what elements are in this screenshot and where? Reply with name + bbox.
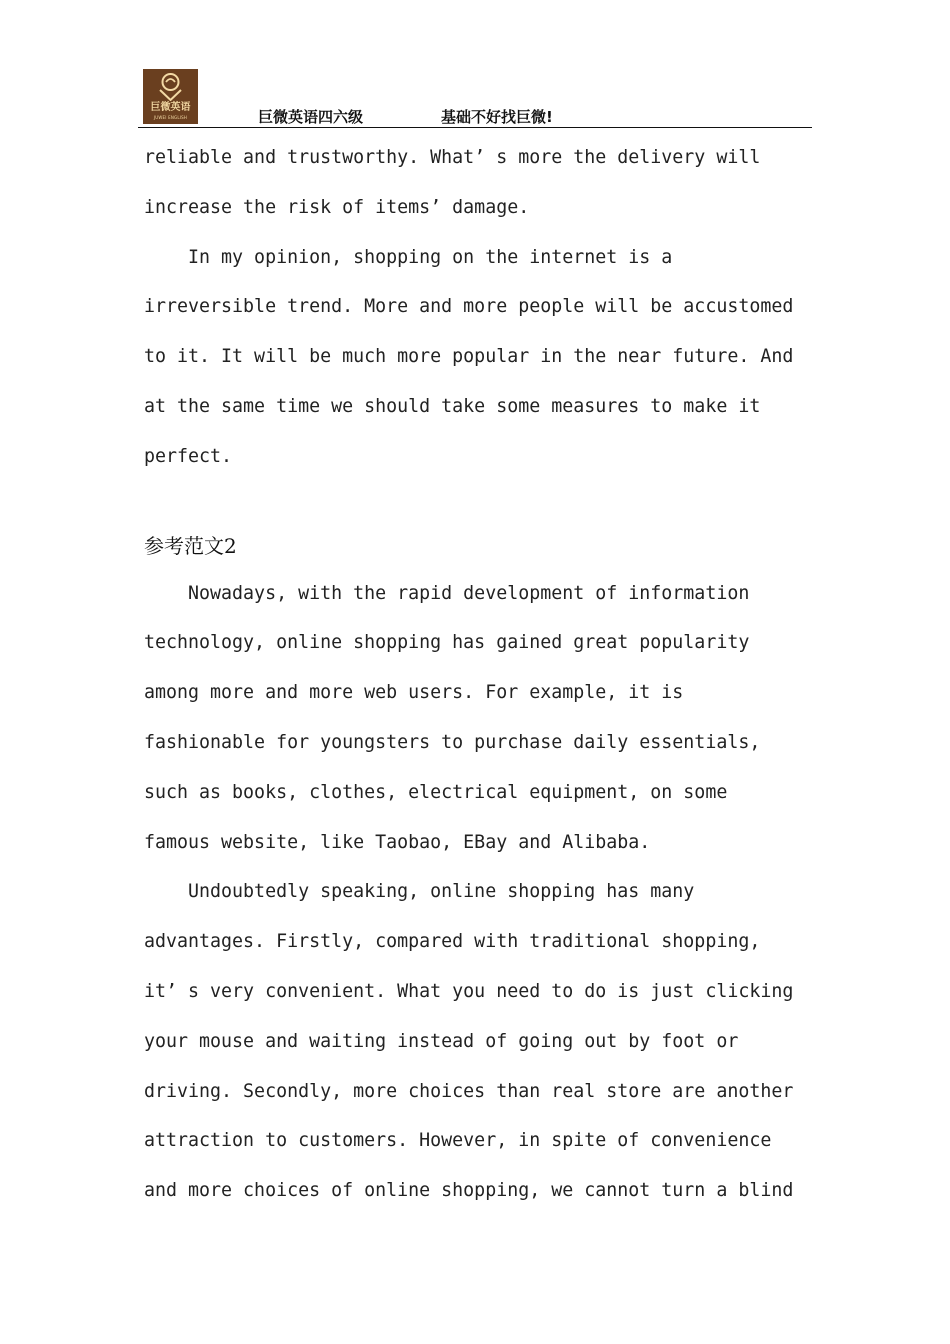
text-line: Undoubtedly speaking, online shopping has many (144, 881, 695, 903)
document-body (144, 133, 814, 1216)
logo-english-name: JUWEI ENGLISH (153, 115, 188, 120)
text-line: fashionable for youngsters to purchase daily essentials, (144, 731, 761, 753)
text-line: driving. Secondly, more choices than real store are another (144, 1080, 794, 1102)
text-line: among more and more web users. For example, it is (144, 682, 684, 704)
page-header (138, 68, 812, 130)
text-line: it’ s very convenient. What you need to do is just clicking (144, 980, 794, 1002)
header-divider (138, 127, 812, 128)
paragraph-continued (144, 133, 814, 233)
text-line: advantages. Firstly, compared with traditional shopping, (144, 931, 761, 953)
text-line: attraction to customers. However, in spite of convenience (144, 1130, 772, 1152)
brand-logo (143, 69, 198, 124)
text-line: to it. It will be much more popular in the near future. And (144, 346, 794, 368)
paragraph-advantages (144, 867, 814, 1216)
logo-emblem-icon (156, 71, 185, 101)
text-line: at the same time we should take some measures to make it (144, 395, 761, 417)
paragraph-gap (144, 482, 814, 523)
header-title-left: 巨微英语四六级 (258, 108, 364, 126)
header-title-right: 基础不好找巨微! (441, 108, 553, 126)
paragraph-intro (144, 569, 814, 868)
text-line: technology, online shopping has gained great popularity (144, 632, 750, 654)
text-line: famous website, like Taobao, EBay and Alibaba. (144, 831, 651, 853)
text-line: and more choices of online shopping, we cannot turn a blind (144, 1180, 794, 1202)
text-line: irreversible trend. More and more people will be accustomed (144, 296, 794, 318)
text-line: increase the risk of items’ damage. (144, 196, 530, 218)
section-heading: 参考范文2 (144, 533, 237, 558)
text-line: your mouse and waiting instead of going out by foot or (144, 1030, 739, 1052)
text-line: Nowadays, with the rapid development of information (144, 582, 750, 604)
text-line: such as books, clothes, electrical equipment, on some (144, 781, 728, 803)
text-line: reliable and trustworthy. What’ s more the delivery will (144, 147, 761, 168)
logo-chinese-name: 巨微英语 (150, 102, 191, 113)
text-line: perfect. (144, 445, 233, 467)
paragraph-opinion (144, 233, 814, 482)
text-line: In my opinion, shopping on the internet is a (144, 246, 673, 268)
